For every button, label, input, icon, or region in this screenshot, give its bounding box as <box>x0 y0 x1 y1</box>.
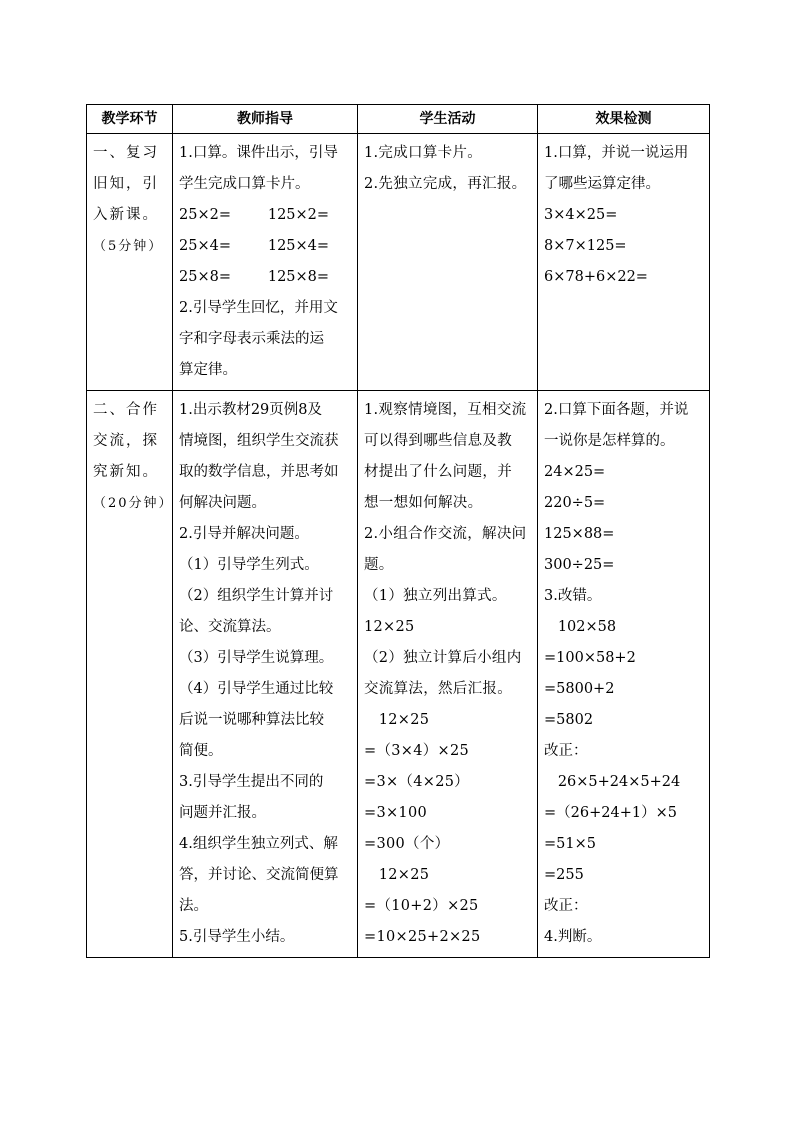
cell-line: 4.组织学生独立列式、解 <box>179 836 338 852</box>
cell-line: 12×25 <box>364 619 415 635</box>
cell-line: 答，并讨论、交流简便算 <box>179 867 339 883</box>
cell-line: （2）独立计算后小组内 <box>364 650 522 666</box>
cell-line: 了哪些运算定律。 <box>544 176 660 192</box>
cell-line: 题。 <box>364 557 394 573</box>
cell-line: 取的数学信息，并思考如 <box>179 464 339 480</box>
cell-line: 论、交流算法。 <box>179 619 281 635</box>
cell-line: 2.引导并解决问题。 <box>179 526 309 542</box>
cell-line: 交流算法，然后汇报。 <box>364 681 512 697</box>
cell-line: 3.引导学生提出不同的 <box>179 774 324 790</box>
cell-line: =100×58+2 <box>544 650 636 666</box>
cell-line: 旧知，引 <box>93 176 159 192</box>
cell-line: （3）引导学生说算理。 <box>179 650 334 666</box>
cell-line: 1.口算。课件出示，引导 <box>179 145 338 161</box>
cell-line: （2）组织学生计算并讨 <box>179 588 334 604</box>
cell-line: 法。 <box>179 898 208 914</box>
cell-line: =（10+2）×25 <box>364 898 479 914</box>
stage-cell <box>87 391 173 958</box>
table-row <box>87 391 710 958</box>
header-student: 学生活动 <box>358 105 538 134</box>
cell-line: 6×78+6×22= <box>544 269 648 285</box>
cell-line: 2.引导学生回忆，并用文 <box>179 300 338 316</box>
cell-line: 一、复习 <box>93 145 159 161</box>
cell-line: 改正： <box>544 743 588 759</box>
cell-line: 交流，探 <box>93 433 159 449</box>
cell-line: 1.观察情境图，互相交流 <box>364 402 527 418</box>
cell-line: 5.引导学生小结。 <box>179 929 295 945</box>
cell-line: 8×7×125= <box>544 238 627 254</box>
cell-line: 何解决问题。 <box>179 495 266 511</box>
cell-line: 字和字母表示乘法的运 <box>179 331 324 347</box>
cell-line: 26×5+24×5+24 <box>544 774 681 790</box>
cell-line: 简便。 <box>179 743 223 759</box>
student-cell <box>358 391 538 958</box>
cell-line: 25×4= 125×4= <box>179 238 330 254</box>
cell-line: （5分钟） <box>93 239 164 254</box>
cell-line: 算定律。 <box>179 362 237 378</box>
cell-line: =10×25+2×25 <box>364 929 481 945</box>
stage-cell <box>87 134 173 391</box>
cell-line: =3×100 <box>364 805 428 821</box>
cell-line: 1.口算，并说一说运用 <box>544 145 689 161</box>
cell-line: 想一想如何解决。 <box>364 495 483 511</box>
teacher-cell <box>173 391 358 958</box>
cell-line: =5800+2 <box>544 681 615 697</box>
header-check: 效果检测 <box>538 105 710 134</box>
cell-line: 问题并汇报。 <box>179 805 266 821</box>
cell-line: 2.小组合作交流，解决问 <box>364 526 527 542</box>
teacher-cell <box>173 134 358 391</box>
cell-line: 4.判断。 <box>544 929 602 945</box>
cell-line: （1）引导学生列式。 <box>179 557 319 573</box>
cell-line: 究新知。 <box>93 464 159 480</box>
cell-line: 24×25= <box>544 464 606 480</box>
cell-line: 入新课。 <box>93 207 159 223</box>
cell-line: 220÷5= <box>544 495 606 511</box>
cell-line: =（3×4）×25 <box>364 743 470 759</box>
cell-line: 学生完成口算卡片。 <box>179 176 310 192</box>
cell-line: 3.改错。 <box>544 588 602 604</box>
cell-line: 1.出示教材29页例8及 <box>179 402 323 418</box>
cell-line: 25×8= 125×8= <box>179 269 330 285</box>
cell-line: 2.口算下面各题，并说 <box>544 402 689 418</box>
cell-line: 1.完成口算卡片。 <box>364 145 483 161</box>
cell-line: =5802 <box>544 712 594 728</box>
check-cell <box>538 134 710 391</box>
cell-line: 一说你是怎样算的。 <box>544 433 675 449</box>
cell-line: 后说一说哪种算法比较 <box>179 712 324 728</box>
lesson-plan-table <box>86 104 710 958</box>
cell-line: 2.先独立完成，再汇报。 <box>364 176 527 192</box>
cell-line: 可以得到哪些信息及教 <box>364 433 512 449</box>
cell-line: 材提出了什么问题，并 <box>364 464 512 480</box>
cell-line: =300（个） <box>364 836 450 852</box>
cell-line: 改正： <box>544 898 588 914</box>
cell-line: =255 <box>544 867 584 883</box>
check-cell <box>538 391 710 958</box>
cell-line: （4）引导学生通过比较 <box>179 681 334 697</box>
cell-line: =（26+24+1）×5 <box>544 805 677 821</box>
cell-line: 二、合作 <box>93 402 159 418</box>
cell-line: （20分钟） <box>93 496 174 511</box>
cell-line: 12×25 <box>364 867 430 883</box>
cell-line: =3×（4×25） <box>364 774 470 790</box>
cell-line: 25×2= 125×2= <box>179 207 330 223</box>
student-cell <box>358 134 538 391</box>
header-teacher: 教师指导 <box>173 105 358 134</box>
cell-line: 情境图，组织学生交流获 <box>179 433 339 449</box>
header-stage: 教学环节 <box>87 105 173 134</box>
table-row <box>87 134 710 391</box>
cell-line: （1）独立列出算式。 <box>364 588 507 604</box>
cell-line: 125×88= <box>544 526 615 542</box>
cell-line: =51×5 <box>544 836 596 852</box>
table-header-row <box>87 105 710 134</box>
cell-line: 3×4×25= <box>544 207 618 223</box>
cell-line: 300÷25= <box>544 557 615 573</box>
cell-line: 12×25 <box>364 712 430 728</box>
cell-line: 102×58 <box>544 619 617 635</box>
